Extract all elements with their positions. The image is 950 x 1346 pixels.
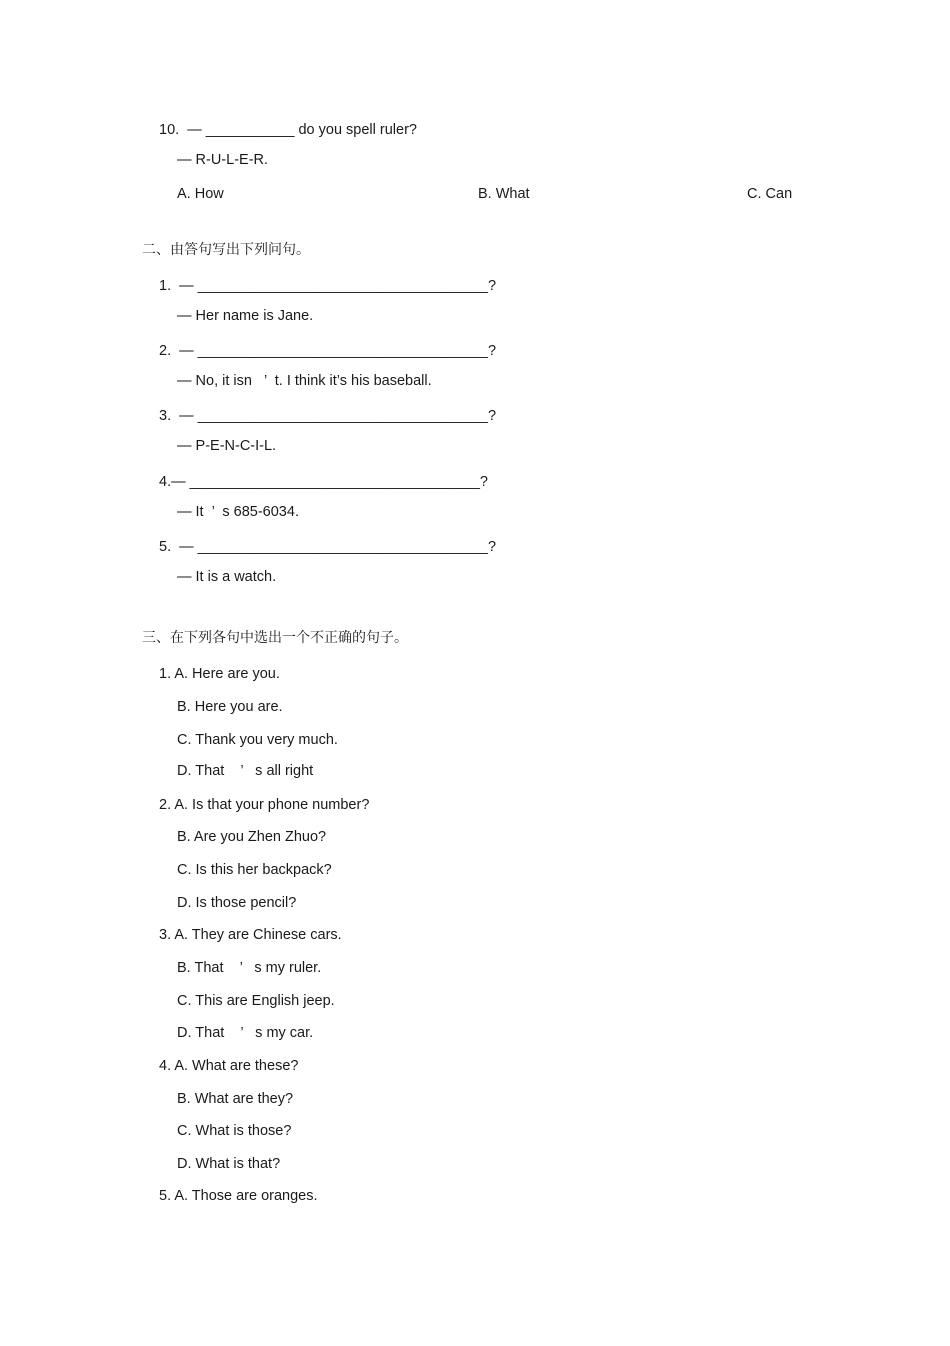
s3-line: B. Here you are. (177, 699, 283, 715)
q10-option-b: B. What (478, 186, 530, 202)
s3-line: D. What is that? (177, 1156, 281, 1172)
s3-line: D. That ’ s all right (177, 763, 314, 779)
s2-a2: — No, it isn ’ t. I think it’s his baseball. (177, 373, 432, 389)
s2-a5: — It is a watch. (177, 569, 277, 585)
s2-a3: — P-E-N-C-I-L. (177, 438, 277, 454)
s3-line: D. Is those pencil? (177, 895, 297, 911)
s3-line: B. That ’ s my ruler. (177, 960, 322, 976)
q10-answer: — R-U-L-E-R. (177, 152, 269, 168)
s2-a1: — Her name is Jane. (177, 308, 314, 324)
s3-line: B. Are you Zhen Zhuo? (177, 829, 327, 845)
s3-line: 5. A. Those are oranges. (159, 1188, 318, 1204)
s2-q4: 4.— ____________________________________? (159, 474, 488, 490)
s2-a4: — It ’ s 685-6034. (177, 504, 299, 520)
s3-line: C. What is those? (177, 1123, 292, 1139)
s3-line: C. Is this her backpack? (177, 862, 332, 878)
s3-line: 2. A. Is that your phone number? (159, 797, 370, 813)
s3-line: 3. A. They are Chinese cars. (159, 927, 342, 943)
q10-option-c: C. Can (747, 186, 793, 202)
s3-line: D. That ’ s my car. (177, 1025, 314, 1041)
section3-heading: 三、在下列各句中选出一个不正确的句子。 (142, 630, 408, 646)
q10-question: 10. — ___________ do you spell ruler? (159, 122, 417, 138)
s3-line: 1. A. Here are you. (159, 666, 280, 682)
s2-q2: 2. — ____________________________________? (159, 343, 497, 359)
s2-q5: 5. — ____________________________________? (159, 539, 497, 555)
section2-heading: 二、由答句写出下列问句。 (142, 242, 310, 258)
s3-line: C. Thank you very much. (177, 732, 338, 748)
s2-q1: 1. — ____________________________________? (159, 278, 497, 294)
s3-line: B. What are they? (177, 1091, 294, 1107)
s3-line: 4. A. What are these? (159, 1058, 299, 1074)
s2-q3: 3. — ____________________________________? (159, 408, 497, 424)
s3-line: C. This are English jeep. (177, 993, 335, 1009)
q10-option-a: A. How (177, 186, 224, 202)
